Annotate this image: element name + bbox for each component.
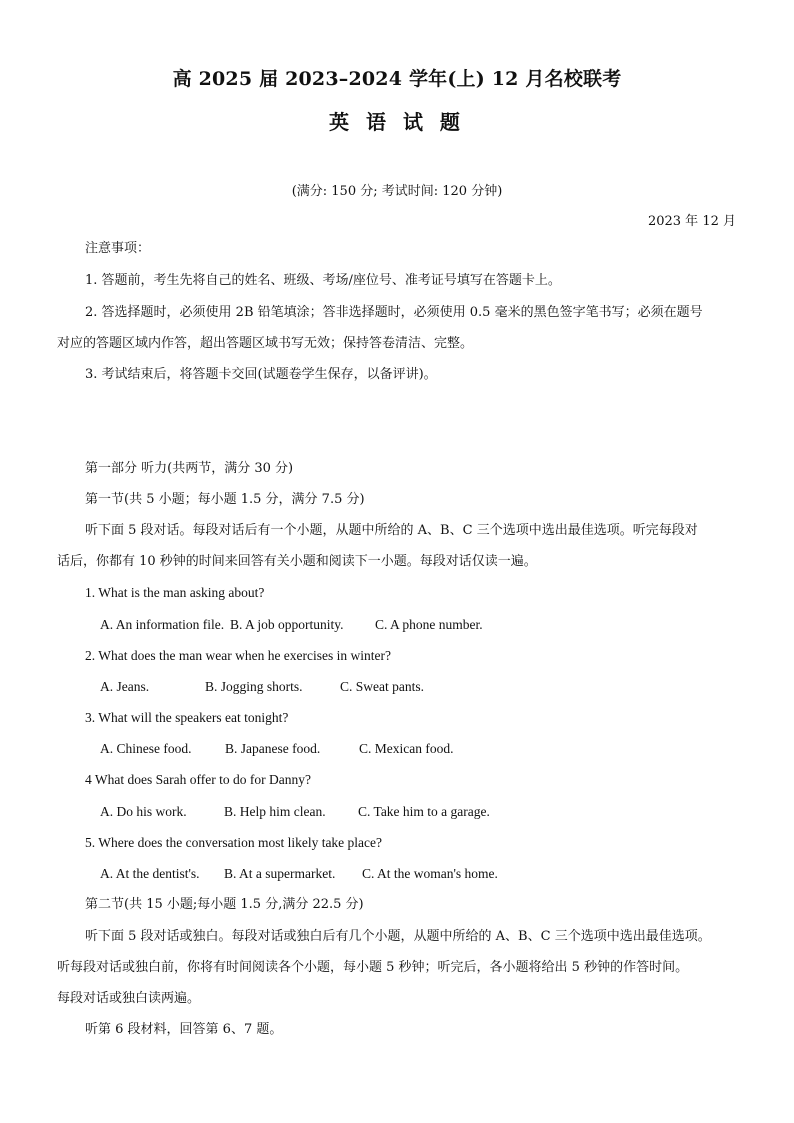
option-a: A. Do his work. [100,804,187,819]
question-2: 2. What does the man wear when he exercises in winter? [85,648,392,663]
section2-intro-line-1: 听下面 5 段对话或独白。每段对话或独白后有几个小题，从题中所给的 A、B、C 三个选项中选出最佳选项。 [85,929,711,944]
option-c: C. Take him to a garage. [358,804,490,819]
section1-intro-line-2: 话后，你都有 10 秒钟的时间来回答有关小题和阅读下一小题。每段对话仅读一遍。 [57,554,537,569]
option-c: C. Mexican food. [359,741,454,756]
option-b: B. A job opportunity. [230,617,344,632]
question-4: 4 What does Sarah offer to do for Danny? [85,772,311,787]
option-b: B. Help him clean. [224,804,326,819]
option-a: A. An information file. [100,617,225,632]
question-5-options [100,865,498,883]
option-c: C. At the woman's home. [362,866,498,881]
exam-subject: 英 语 试 题 [329,110,465,134]
exam-meta: (满分: 150 分; 考试时间: 120 分钟) [291,184,503,199]
section1-heading: 第一节(共 5 小题；每小题 1.5 分，满分 7.5 分) [85,492,365,507]
option-a: A. Jeans. [100,679,150,694]
exam-date: 2023 年 12 月 [647,214,736,229]
notice-item-2-line-2: 对应的答题区域内作答，超出答题区域书写无效；保持答卷清洁、完整。 [57,336,474,351]
notice-item-2-line-1: 2. 答选择题时，必须使用 2B 铅笔填涂；答非选择题时，必须使用 0.5 毫米的黑色签字笔书写；必须在题号 [85,305,703,320]
question-4-options [100,803,490,821]
option-c: C. A phone number. [375,617,483,632]
option-c: C. Sweat pants. [340,679,424,694]
notice-heading: 注意事项： [85,241,151,256]
option-b: B. Jogging shorts. [205,679,303,694]
option-b: B. At a supermarket. [224,866,336,881]
option-a: A. Chinese food. [100,741,192,756]
question-3-options [100,740,453,758]
question-1: 1. What is the man asking about? [85,585,265,600]
option-a: A. At the dentist's. [100,866,200,881]
section1-intro-line-1: 听下面 5 段对话。每段对话后有一个小题，从题中所给的 A、B、C 三个选项中选出最佳选项。听完每段对 [85,523,698,538]
question-2-options [100,678,424,696]
question-1-options [100,616,483,634]
section2-intro-line-2: 听每段对话或独白前，你将有时间阅读各个小题，每小题 5 秒钟；听完后，各小题将给出 5 秒钟的作答时间。 [57,960,689,975]
notice-item-1: 1. 答题前，考生先将自己的姓名、班级、考场/座位号、准考证号填写在答题卡上。 [85,273,561,288]
section2-heading: 第二节(共 15 小题;每小题 1.5 分,满分 22.5 分) [85,897,364,912]
material-6-instruction: 听第 6 段材料，回答第 6、7 题。 [85,1022,283,1037]
exam-title: 高 2025 届 2023–2024 学年(上) 12 月名校联考 [172,68,622,90]
section2-intro-line-3: 每段对话或独白读两遍。 [57,991,201,1006]
question-3: 3. What will the speakers eat tonight? [85,710,289,725]
part1-heading: 第一部分 听力(共两节，满分 30 分) [85,461,294,476]
option-b: B. Japanese food. [225,741,321,756]
notice-item-3: 3. 考试结束后，将答题卡交回(试题卷学生保存，以备评讲)。 [85,367,437,382]
question-5: 5. Where does the conversation most likely take place? [85,835,383,850]
